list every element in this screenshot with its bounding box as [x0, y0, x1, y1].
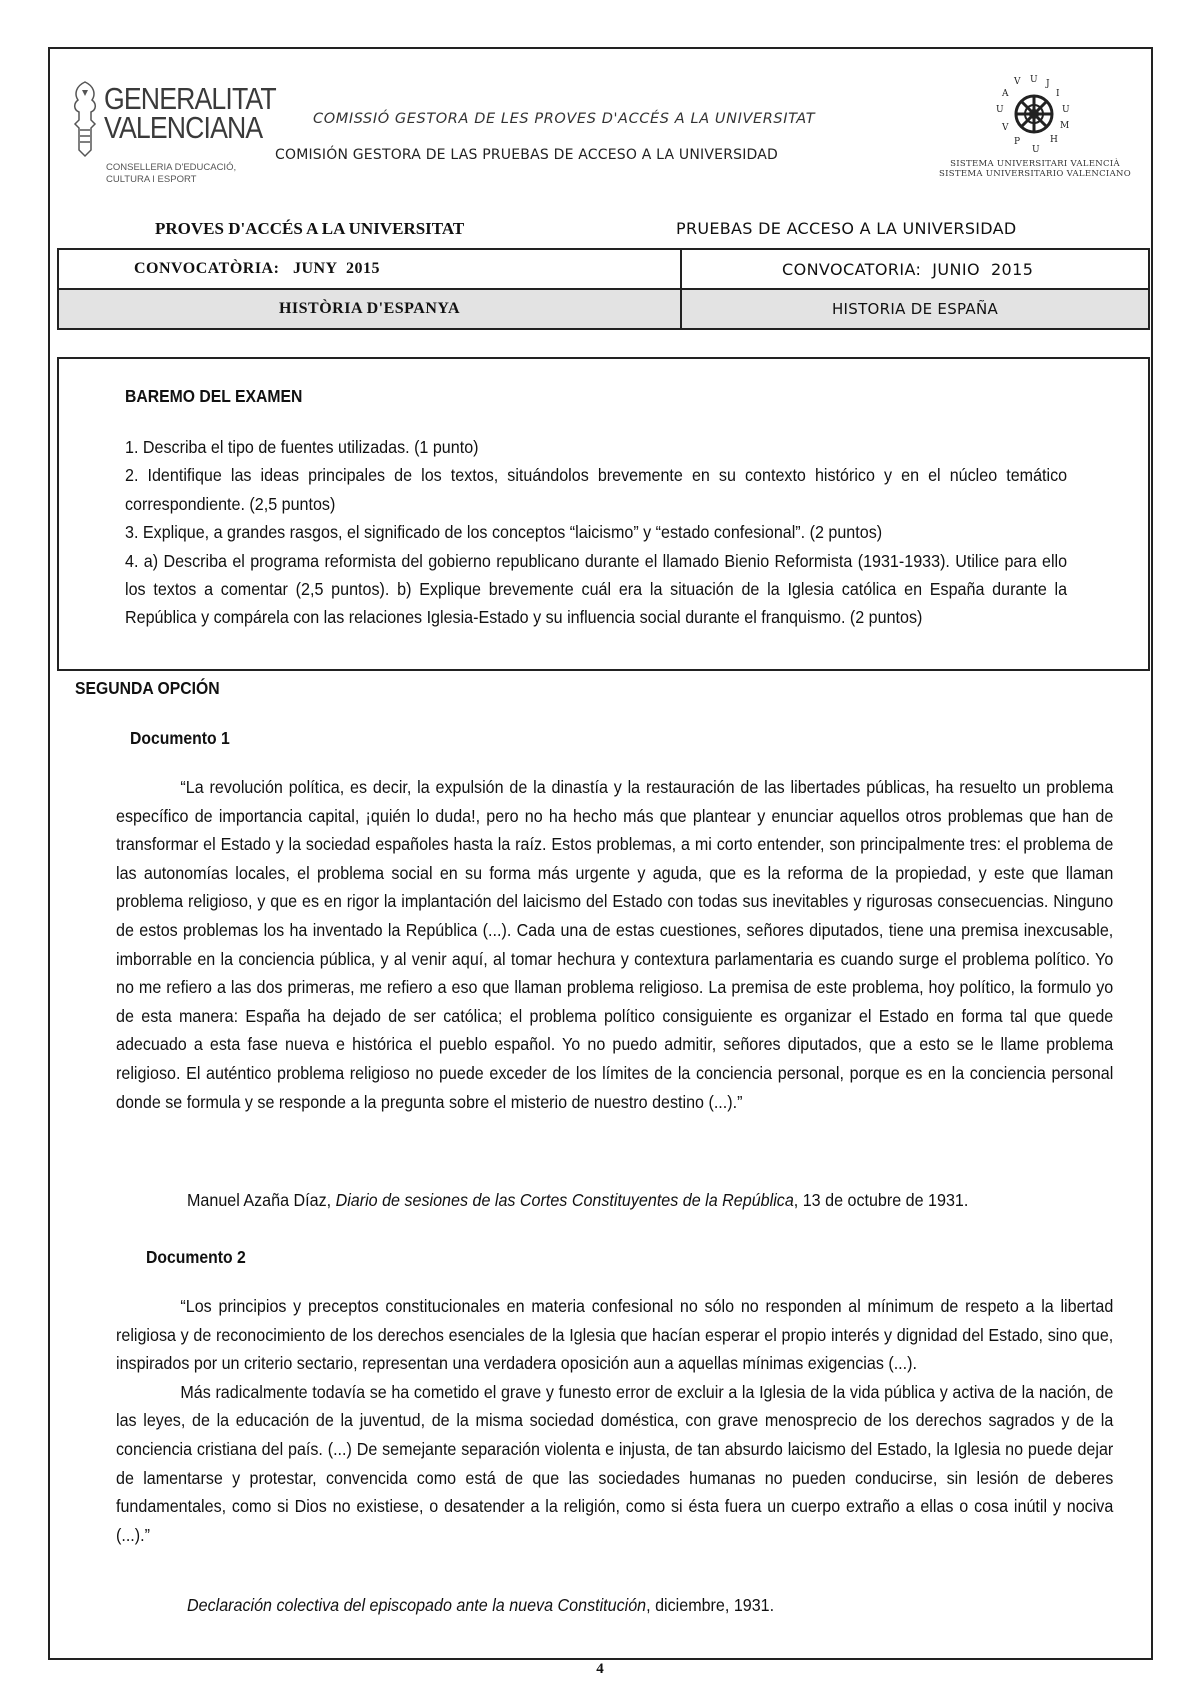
svg-text:J: J	[1046, 79, 1050, 89]
convocatoria-valencian: CONVOCATÒRIA: JUNY 2015	[58, 249, 681, 289]
doc2-heading: Documento 2	[146, 1247, 246, 1267]
svg-text:M: M	[1060, 121, 1070, 131]
exam-title-spanish: PRUEBAS DE ACCESO A LA UNIVERSIDAD	[676, 219, 1017, 238]
convocatoria-row	[58, 249, 1149, 289]
subject-valencian: HISTÒRIA D'ESPANYA	[58, 289, 681, 329]
doc2-citation-source: Declaración colectiva del episcopado ante la nueva Constitución	[187, 1595, 647, 1615]
doc2-paragraph: “Los principios y preceptos constitucionales en materia confesional no sólo no responden al mínimum de respeto a la libertad religiosa y de reconocimiento de los derechos esenciales de la Iglesia que hacían esperar el propio interés y dignidad del Estado, sino que, inspirados por un criterio sectario, representan una verdadera oposición aun a aquellas mínimas exigencias (...).	[116, 1296, 1114, 1374]
baremo-list	[125, 433, 1067, 632]
svg-text:A: A	[1002, 89, 1009, 99]
exam-info-table	[57, 248, 1150, 330]
svg-text:H: H	[1050, 135, 1058, 145]
doc2-citation-date: , diciembre, 1931.	[646, 1595, 775, 1615]
commission-valencian: COMISSIÓ GESTORA DE LES PROVES D'ACCÉS A LA UNIVERSITAT	[313, 111, 816, 127]
baremo-box	[57, 357, 1150, 671]
baremo-item: 4. a) Describa el programa reformista del gobierno republicano durante el llamado Bienio Reformista (1931-1933). Utilice para ello los textos a comentar (2,5 puntos). b) Explique brevemente cuál era la situación de la Iglesia católica en España durante la República y compárela con las relaciones Iglesia-Estado y su influencia social durante el franquismo. (2 puntos)	[125, 550, 1068, 628]
svg-text:V: V	[1014, 77, 1021, 87]
subject-spanish: HISTORIA DE ESPAÑA	[681, 289, 1149, 329]
university-seal-icon	[990, 70, 1078, 158]
doc1-citation-source: Diario de sesiones de las Cortes Constituyentes de la República	[335, 1190, 794, 1210]
baremo-item: 1. Describa el tipo de fuentes utilizadas. (1 punto)	[125, 437, 479, 457]
subject-row	[58, 289, 1149, 329]
doc1-heading: Documento 1	[130, 728, 230, 748]
exam-title-valencian: PROVES D'ACCÉS A LA UNIVERSITAT	[155, 219, 465, 238]
baremo-item: 2. Identifique las ideas principales de los textos, situándolos brevemente en su contexto histórico y en el núcleo temático correspondiente. (2,5 puntos)	[125, 465, 1068, 514]
svg-text:I: I	[1056, 89, 1060, 99]
baremo-title: BAREMO DEL EXAMEN	[125, 386, 303, 406]
commission-spanish: COMISIÓN GESTORA DE LAS PRUEBAS DE ACCESO A LA UNIVERSIDAD	[275, 147, 779, 163]
section-heading: SEGUNDA OPCIÓN	[75, 678, 220, 698]
doc2-paragraph: Más radicalmente todavía se ha cometido el grave y funesto error de excluir a la Iglesia de la vida pública y activa de la nación, de las leyes, de la educación de la juventud, de la misma sociedad doméstica, con grave menosprecio de los derechos sagrados y de la conciencia cristiana del país. (...) De semejante separación violenta e injusta, de tan absurdo laicismo del Estado, la Iglesia no puede dejar de lamentarse y protestar, convencida como está de que las sociedades humanas no pueden conducirse, sin lesión de deberes fundamentales, como si Dios no existiese, o desatender a la religión, como si ésta fuera un cuerpo extraño a ellas o cosa inútil y nociva (...).”	[116, 1381, 1114, 1545]
doc2-citation	[187, 1595, 1107, 1616]
suv-logo	[920, 70, 1150, 185]
generalitat-name: GENERALITAT VALENCIANA	[104, 81, 276, 145]
svg-text:V: V	[1002, 123, 1009, 133]
svg-text:U: U	[1032, 145, 1040, 155]
svg-text:U: U	[1062, 105, 1070, 115]
doc1-citation-date: , 13 de octubre de 1931.	[793, 1190, 969, 1210]
page-number: 4	[596, 1661, 604, 1677]
generalitat-emblem-icon	[70, 80, 100, 160]
convocatoria-spanish: CONVOCATORIA: JUNIO 2015	[681, 249, 1149, 289]
svg-text:U: U	[996, 105, 1004, 115]
doc2-text	[116, 1292, 1113, 1549]
svg-text:U: U	[1030, 75, 1038, 85]
doc1-text: “La revolución política, es decir, la expulsión de la dinastía y la restauración de las libertades públicas, ha resuelto un problema específico de importancia capital, ¡quién lo duda!, pero no ha hecho más que plantear y enunciar aquellos otros problemas que han de transformar el Estado y la sociedad españoles hasta la raíz. Estos problemas, a mi corto entender, son principalmente tres: el problema de las autonomías locales, el problema social en su forma más urgente y aguda, que es la reforma de la propiedad, y este que llaman problema religioso, y que es en rigor la implantación del laicismo del Estado con todas sus inevitables y rigurosas consecuencias. Ninguno de estos problemas los ha inventado la República (...). Cada una de estas cuestiones, señores diputados, tiene una premisa inexcusable, imborrable en la conciencia pública, y al venir aquí, al tomar hechura y contextura parlamentaria es cuando surge el problema político. Yo no me refiero a las dos primeras, me refiero a eso que llaman problema religioso. La premisa de este problema, hoy político, la formulo yo de esta manera: España ha dejado de ser católica; el problema político consiguiente es organizar el Estado en forma tal que quede adecuado a esta fase nueva e histórica el pueblo español. Yo no puedo admitir, señores diputados, que a esto se le llame problema religioso. El auténtico problema religioso no puede exceder de los límites de la conciencia personal, porque es en la conciencia personal donde se formula y se responde a la pregunta sobre el misterio de nuestro destino (...).”	[116, 777, 1114, 1112]
doc1-citation	[187, 1190, 1107, 1211]
svg-text:P: P	[1014, 137, 1021, 147]
suv-name: SISTEMA UNIVERSITARI VALENCIÀ SISTEMA UNIVERSITARIO VALENCIANO	[938, 159, 1132, 179]
baremo-item: 3. Explique, a grandes rasgos, el significado de los conceptos “laicismo” y “estado confesional”. (2 puntos)	[125, 522, 883, 543]
generalitat-logo	[70, 80, 276, 190]
conselleria-name: CONSELLERIA D'EDUCACIÓ, CULTURA I ESPORT	[106, 162, 237, 185]
doc1-citation-author: Manuel Azaña Díaz,	[187, 1190, 336, 1210]
